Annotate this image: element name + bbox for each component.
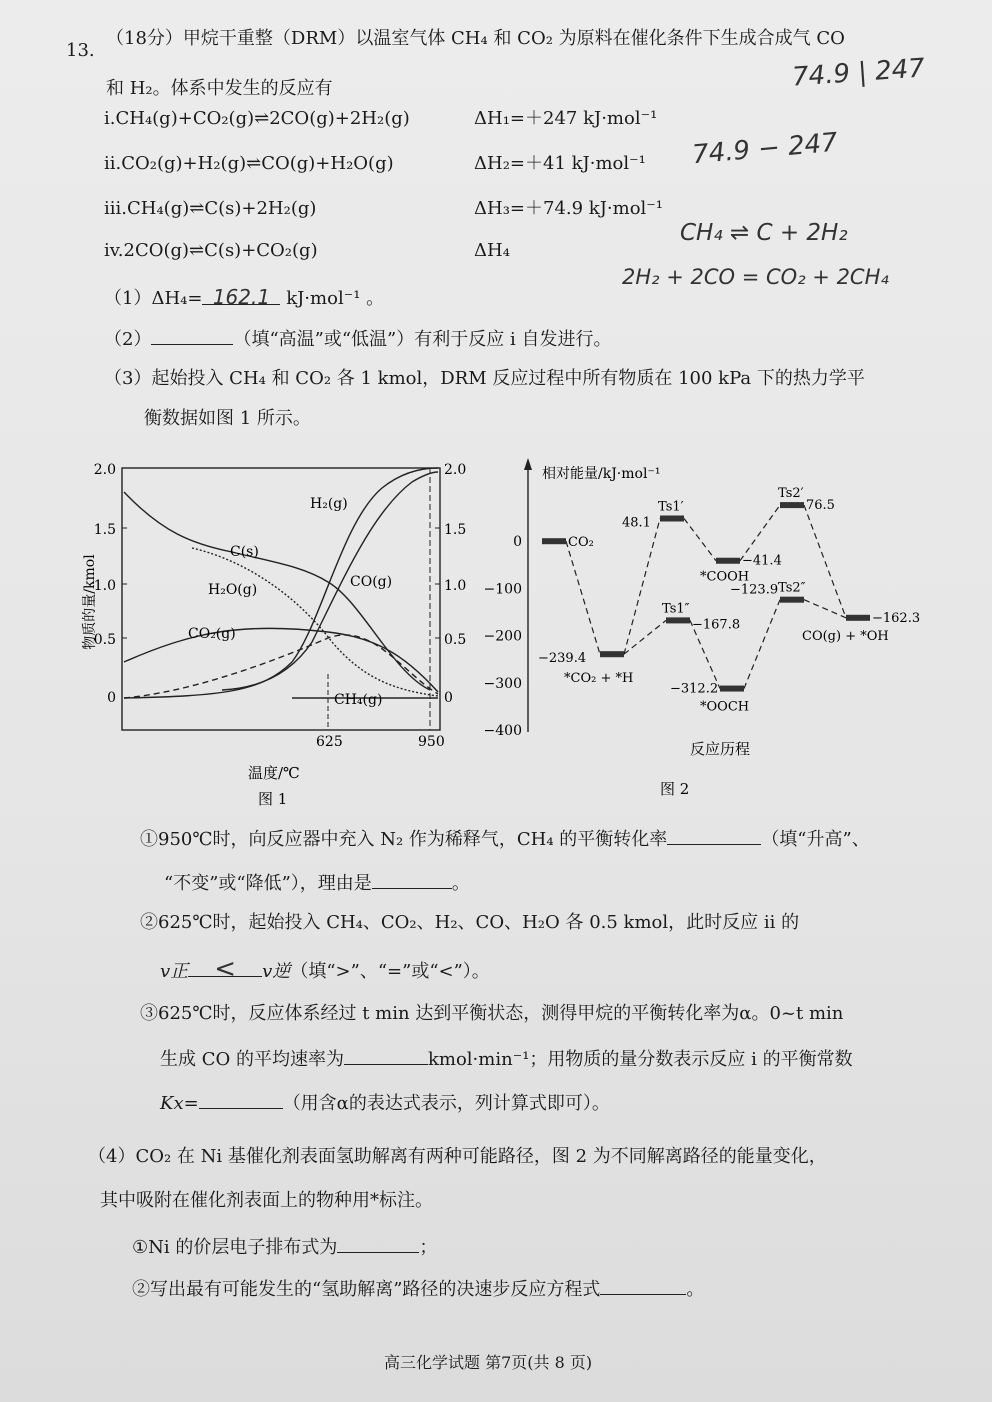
fig1-label-h2o: H₂O(g) <box>208 582 258 598</box>
page-footer: 高三化学试题 第7页(共 8 页) <box>384 1353 593 1372</box>
q2-suffix: （填“高温”或“低温”）有利于反应 i 自发进行。 <box>233 329 612 350</box>
fig2-caption: 图 2 <box>660 780 690 798</box>
fig1-caption: 图 1 <box>258 790 288 808</box>
fig2-state-label: *OOCH <box>700 699 750 715</box>
fig2-state-label: Ts2′ <box>778 486 804 502</box>
reaction-ii: ii.CO₂(g)+H₂(g)⇌CO(g)+H₂O(g) <box>104 153 394 174</box>
q3a-text: ①950℃时，向反应器中充入 N₂ 作为稀释气，CH₄ 的平衡转化率 <box>140 829 668 850</box>
v-forward: v正 <box>160 961 189 982</box>
question-number: 13. <box>66 40 95 61</box>
q4b-text: ②写出最有可能发生的“氢助解离”路径的决速步反应方程式 <box>132 1279 601 1300</box>
q3c-rate-unit: kmol·min⁻¹；用物质的量分数表示反应 i 的平衡常数 <box>427 1049 853 1070</box>
fig1-right-tick-2.0: 2.0 <box>444 462 467 478</box>
q3c-line-2 <box>160 1046 853 1071</box>
reaction-iv: iv.2CO(g)⇌C(s)+CO₂(g) <box>104 240 318 261</box>
fig1-y-axis-label: 物质的量/kmol <box>82 554 98 650</box>
fig1-x-axis-label: 温度/℃ <box>248 764 300 782</box>
q1-prefix: （1）ΔH₄= <box>104 288 203 309</box>
fig2-energy-level <box>600 651 624 657</box>
q4a-line <box>132 1234 437 1259</box>
fig2-value-label: −239.4 <box>538 651 587 667</box>
fig2-path-segment <box>744 600 780 689</box>
fig2-path-segment <box>804 505 846 618</box>
handwritten-note-1: 74.9 | 247 <box>791 53 926 93</box>
reaction-i-enthalpy: ΔH₁=＋247 kJ·mol⁻¹ <box>474 108 658 129</box>
handwritten-note-2: 74.9 − 247 <box>690 127 839 171</box>
q4b-answer-blank[interactable] <box>600 1276 686 1295</box>
fig2-energy-level <box>666 617 690 623</box>
fig2-y-tick: −100 <box>483 581 522 598</box>
q4a-answer-blank[interactable] <box>337 1234 419 1253</box>
fig1-right-tick-0: 0 <box>444 690 453 706</box>
v-reverse: v逆 <box>262 961 291 982</box>
fig2-value-label: −123.9 <box>730 582 779 598</box>
fig1-label-co: CO(g) <box>350 574 393 590</box>
fig2-value-label: −167.8 <box>692 617 741 633</box>
fig2-path-segment <box>566 541 600 654</box>
figure-1-frame <box>122 468 440 730</box>
q3b-answer-blank[interactable]: < <box>188 958 262 977</box>
fig1-label-ch4: CH₄(g) <box>334 692 383 708</box>
h2o-curve <box>192 548 438 696</box>
fig2-energy-level <box>846 615 870 621</box>
fig2-state-label: CO(g) + *OH <box>802 628 889 644</box>
q4b-end: 。 <box>686 1279 705 1300</box>
intro-line-2: 和 H₂。体系中发生的反应有 <box>106 78 333 99</box>
reaction-iv-enthalpy: ΔH₄ <box>474 240 510 261</box>
fig2-value-label: −162.3 <box>872 610 921 626</box>
fig2-state-label: *COOH <box>700 569 750 585</box>
fig2-path-segment <box>624 518 660 654</box>
q3c-rate-blank[interactable] <box>344 1046 428 1065</box>
fig2-state-label: *CO₂ + *H <box>564 671 634 687</box>
q1-suffix: kJ·mol⁻¹ 。 <box>286 288 385 309</box>
fig2-energy-level <box>716 558 740 564</box>
fig1-x-tick-625: 625 <box>316 734 343 750</box>
q3b-line-2 <box>160 954 490 984</box>
q3c-line-3 <box>160 1090 610 1115</box>
fig1-right-tick-0.5: 0.5 <box>444 632 467 648</box>
kx-hint: （用含α的表达式表示，列计算式即可）。 <box>282 1093 610 1114</box>
fig2-y-tick: −400 <box>483 723 522 739</box>
q3a-answer-blank[interactable] <box>667 826 761 845</box>
fig2-state-label: CO₂ <box>568 535 594 551</box>
q2-line <box>104 326 611 351</box>
reaction-i: i.CH₄(g)+CO₂(g)⇌2CO(g)+2H₂(g) <box>104 108 410 129</box>
q3c-rate-text: 生成 CO 的平均速率为 <box>160 1049 344 1070</box>
q2-answer-blank[interactable] <box>151 326 233 345</box>
q3c-line-1: ③625℃时，反应体系经过 t min 达到平衡状态，测得甲烷的平衡转化率为α。0~t min <box>140 1003 844 1024</box>
reaction-iii: iii.CH₄(g)⇌C(s)+2H₂(g) <box>104 198 317 219</box>
fig2-state-label: Ts1′ <box>658 499 684 515</box>
fig1-left-tick-0.5: 0.5 <box>93 632 116 648</box>
fig2-axis-arrow <box>524 458 532 470</box>
fig2-x-axis-label: 反应历程 <box>690 740 751 758</box>
q3b-hint: （填“>”、“=”或“<”）。 <box>290 961 490 982</box>
q4a-end: ； <box>419 1237 438 1258</box>
q3a-reason-blank[interactable] <box>372 870 452 889</box>
q3a-period: 。 <box>451 873 470 894</box>
fig2-value-label: −312.2 <box>670 681 719 697</box>
q3-line-1: （3）起始投入 CH₄ 和 CO₂ 各 1 kmol，DRM 反应过程中所有物质在 100 kPa 下的热力学平 <box>104 368 865 389</box>
fig2-value-label: 48.1 <box>622 515 651 531</box>
handwritten-note-4: 2H₂ + 2CO = CO₂ + 2CH₄ <box>622 265 889 289</box>
fig1-label-h2: H₂(g) <box>310 496 348 512</box>
fig1-left-tick-0: 0 <box>107 690 116 706</box>
reaction-iii-enthalpy: ΔH₃=＋74.9 kJ·mol⁻¹ <box>474 198 664 219</box>
fig1-right-tick-1.5: 1.5 <box>444 522 467 538</box>
fig2-state-label: Ts2″ <box>778 580 806 596</box>
fig2-value-label: 76.5 <box>806 498 835 514</box>
fig2-energy-level <box>780 502 804 508</box>
q1-answer-blank[interactable]: 162.1 <box>202 286 280 305</box>
fig2-energy-level <box>542 538 566 544</box>
q3a-line-2 <box>164 870 470 895</box>
fig1-left-tick-1.0: 1.0 <box>93 578 116 594</box>
q1-line <box>104 286 384 310</box>
fig2-y-axis-label: 相对能量/kJ·mol⁻¹ <box>542 466 661 482</box>
fig2-path-segment <box>684 518 716 560</box>
kx-label: Kx= <box>160 1093 199 1114</box>
q2-prefix: （2） <box>104 329 152 350</box>
q3a-line-1 <box>140 826 870 851</box>
fig2-y-tick: −200 <box>483 628 522 645</box>
q4a-text: ①Ni 的价层电子排布式为 <box>132 1237 338 1258</box>
fig2-energy-level <box>720 686 744 692</box>
reaction-ii-enthalpy: ΔH₂=＋41 kJ·mol⁻¹ <box>474 153 646 174</box>
intro-line-1: （18分）甲烷干重整（DRM）以温室气体 CH₄ 和 CO₂ 为原料在催化条件下生成合成气 CO <box>106 28 845 49</box>
kx-answer-blank[interactable] <box>199 1090 283 1109</box>
q3a-reason: “不变”或“降低”），理由是 <box>164 873 372 894</box>
q4-line-1: （4）CO₂ 在 Ni 基催化剂表面氢助解离有两种可能路径，图 2 为不同解离路径的能量变化， <box>88 1146 827 1167</box>
q4b-line <box>132 1276 704 1301</box>
fig1-left-tick-2.0: 2.0 <box>93 462 116 478</box>
fig2-path-segment <box>624 620 666 654</box>
c-s-curve <box>124 492 430 690</box>
q4-line-2: 其中吸附在催化剂表面上的物种用*标注。 <box>100 1190 433 1211</box>
fig1-x-tick-950: 950 <box>418 734 445 750</box>
fig2-value-label: −41.4 <box>742 553 782 569</box>
q3a-text-end: （填“升高”、 <box>761 829 870 850</box>
handwritten-note-3: CH₄ ⇌ C + 2H₂ <box>680 220 848 246</box>
fig1-label-co2: CO₂(g) <box>188 626 236 642</box>
fig2-energy-level <box>780 597 804 603</box>
fig2-state-label: Ts1″ <box>662 601 690 617</box>
figure-1 <box>72 452 492 812</box>
co2-curve <box>124 628 438 692</box>
fig2-y-tick: −300 <box>483 675 522 692</box>
fig2-path-segment <box>740 505 780 561</box>
figure-2 <box>480 452 940 812</box>
fig1-right-tick-1.0: 1.0 <box>444 578 467 594</box>
fig2-y-tick: 0 <box>513 534 522 551</box>
q3b-line-1: ②625℃时，起始投入 CH₄、CO₂、H₂、CO、H₂O 各 0.5 kmol，此时反应 ii 的 <box>140 912 800 933</box>
fig1-label-c: C(s) <box>230 544 259 560</box>
q3-line-2: 衡数据如图 1 所示。 <box>144 408 311 429</box>
fig1-left-tick-1.5: 1.5 <box>93 522 116 538</box>
fig2-energy-level <box>660 515 684 521</box>
